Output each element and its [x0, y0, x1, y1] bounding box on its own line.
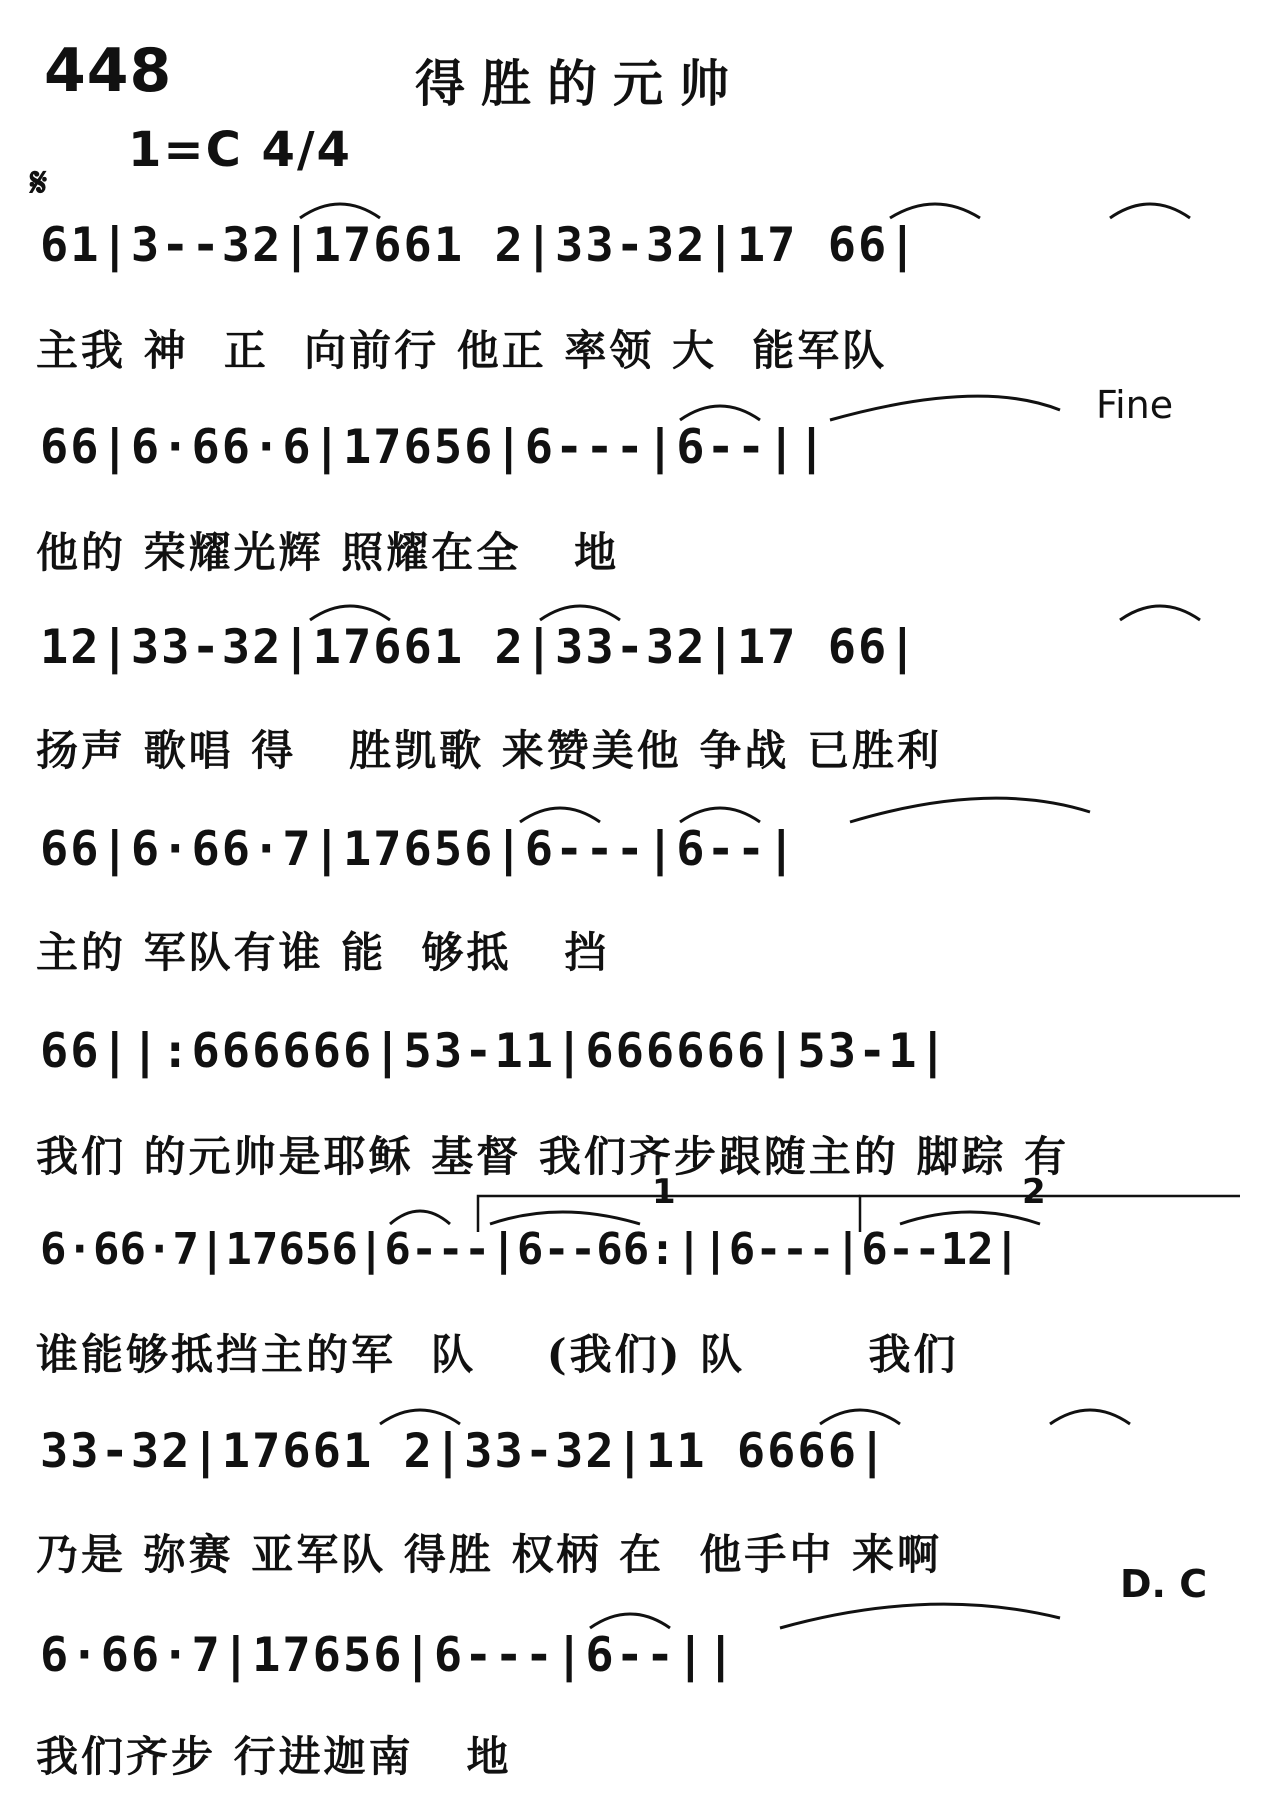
fine-mark: Fine [1096, 383, 1174, 427]
notes-line-4: 66|6·66·7|17656|6---|6--| [40, 822, 798, 877]
slur-arc [890, 204, 980, 218]
notes-line-3: 12|33-32|17661 2|33-32|17 66| [40, 620, 919, 675]
lyrics-line-4: 主的 军队有谁 能 够抵 挡 [36, 928, 610, 977]
lyrics-line-3: 扬声 歌唱 得 胜凯歌 来赞美他 争战 已胜利 [36, 726, 942, 775]
lyrics-line-6: 谁能够抵挡主的军 队 (我们) 队 我们 [36, 1330, 959, 1379]
slur-arc [300, 204, 380, 218]
volta-2-bracket [860, 1196, 1240, 1232]
slur-arc [1050, 1410, 1130, 1424]
slur-arc [590, 1614, 670, 1628]
notes-line-6: 6·66·7|17656|6---|6--66:||6---|6--12| [40, 1224, 1021, 1275]
slur-arc [680, 808, 760, 822]
tie-arc [490, 1212, 640, 1224]
tie-arc [780, 1604, 1060, 1628]
tie-arc [900, 1212, 1040, 1224]
notes-line-7: 33-32|17661 2|33-32|11 6666| [40, 1424, 889, 1479]
slur-arc [820, 1410, 900, 1424]
volta-1-label: 1 [652, 1172, 676, 1212]
key-signature: 1=C 4/4 [128, 122, 352, 178]
notes-line-2: 66|6·66·6|17656|6---|6--|| [40, 420, 828, 475]
slur-arc [520, 808, 600, 822]
slur-arcs [300, 204, 1200, 1628]
slur-arc [1110, 204, 1190, 218]
volta-2-label: 2 [1022, 1172, 1046, 1212]
notes-line-8: 6·66·7|17656|6---|6--|| [40, 1628, 737, 1683]
notes-line-5: 66||:666666|53-11|666666|53-1| [40, 1024, 949, 1079]
slur-arc [390, 1211, 450, 1224]
slur-arc [680, 406, 760, 420]
hymn-title: 得胜的元帅 [415, 54, 745, 113]
notes-line-1: 61|3--32|17661 2|33-32|17 66| [40, 218, 919, 273]
tie-arc [830, 396, 1060, 420]
lyrics-line-8: 我们齐步 行进迦南 地 [36, 1732, 512, 1781]
slur-arc [1120, 606, 1200, 620]
lyrics-line-5: 我们 的元帅是耶稣 基督 我们齐步跟随主的 脚踪 有 [36, 1132, 1070, 1181]
tie-arc [850, 798, 1090, 822]
hymn-number: 448 [44, 36, 173, 106]
dc-mark: D. C [1120, 1562, 1208, 1606]
slur-arc [540, 606, 620, 620]
lyrics-line-7: 乃是 弥赛 亚军队 得胜 权柄 在 他手中 来啊 [36, 1530, 942, 1579]
segno-mark: 𝄋 [30, 160, 48, 206]
lyrics-line-1: 主我 神 正 向前行 他正 率领 大 能军队 [36, 326, 888, 375]
lyrics-line-2: 他的 荣耀光辉 照耀在全 地 [36, 528, 620, 577]
slur-arc [380, 1410, 460, 1424]
slur-arc [310, 606, 390, 620]
